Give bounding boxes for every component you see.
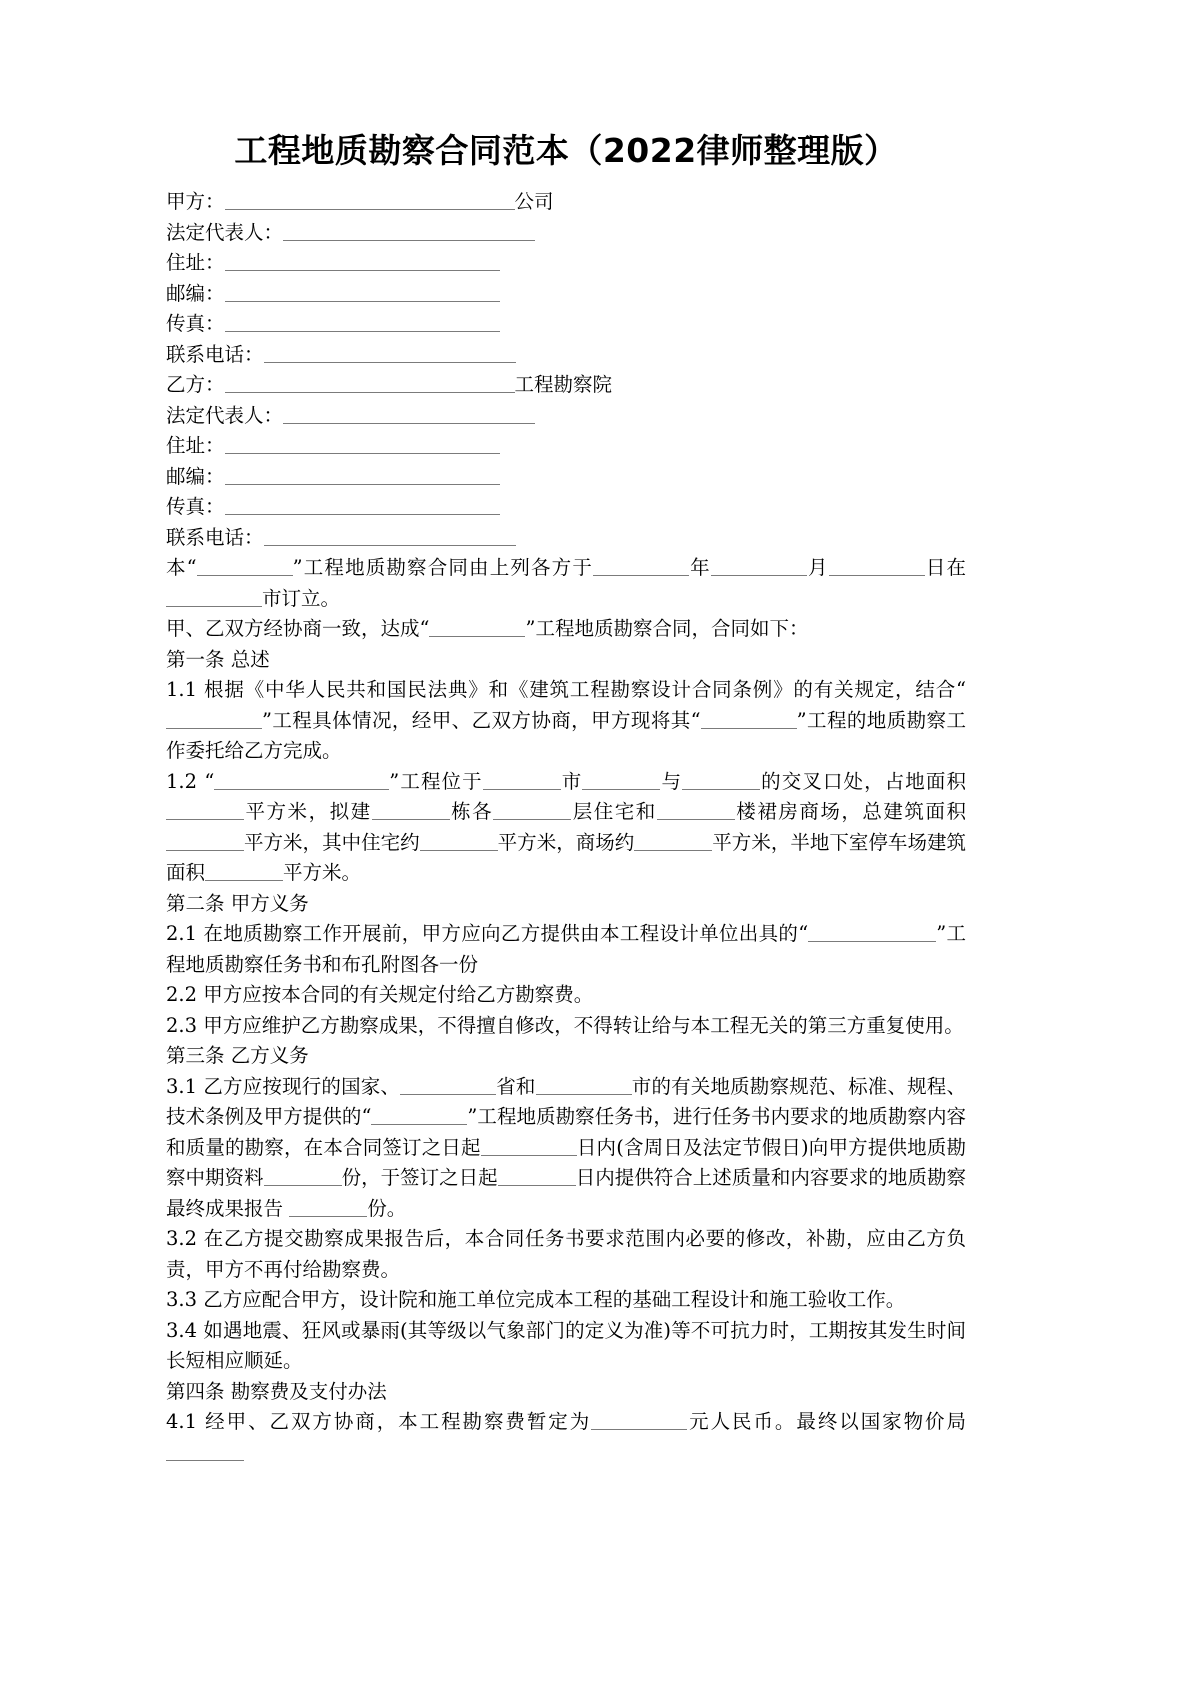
clause-1-2-text-6: 平方米，拟建 [244, 800, 372, 824]
preamble-text-1: 本“ [166, 556, 197, 580]
preamble-month-label: 月 [806, 556, 829, 580]
party-a-fax-line [166, 309, 966, 340]
clause-1-1-blank-2[interactable] [701, 708, 797, 729]
clause-1-2-blank-street-1[interactable] [582, 769, 660, 790]
party-b-suffix: 工程勘察院 [514, 373, 613, 397]
clause-1-2-blank-project[interactable] [214, 769, 389, 790]
clause-2-2-number: 2.2 [166, 983, 198, 1007]
clause-3-1-text-4: ”工程地质勘察任务书，进行任务书内要求的地质勘察内容和质量的勘察，在本合同签订之日起 [166, 1105, 966, 1159]
party-b-label: 乙方： [166, 373, 225, 397]
clause-3-1-text-8: 份。 [367, 1196, 407, 1220]
preamble-text-3: 市订立。 [262, 586, 341, 610]
party-b-name-blank[interactable] [225, 372, 515, 393]
clause-4-1-text-2: 元人民币。最终以国家物价局 [687, 1410, 966, 1434]
party-b-phone-label: 联系电话： [166, 525, 264, 549]
preamble-establishment [166, 553, 966, 614]
preamble-year-blank[interactable] [593, 555, 689, 576]
party-b-postcode-line [166, 462, 966, 493]
clause-1-2-text-7: 栋各 [449, 800, 494, 824]
clause-1-2-blank-street-2[interactable] [682, 769, 760, 790]
clause-3-1 [166, 1072, 966, 1225]
party-a-address-label: 住址： [166, 251, 225, 275]
clause-2-1-text-2: ”工程地质勘察任务书和布孔附图各一份 [166, 922, 966, 976]
clause-3-1-number: 3.1 [166, 1074, 198, 1098]
clause-1-2-blank-city[interactable] [483, 769, 561, 790]
clause-3-1-text-6: 份，于签订之日起 [341, 1166, 498, 1190]
clause-3-2 [166, 1224, 966, 1285]
section-heading-4: 第四条 勘察费及支付办法 [166, 1379, 387, 1403]
party-b-address-line [166, 431, 966, 462]
party-a-phone-blank[interactable] [264, 342, 516, 363]
clause-1-2-blank-floors[interactable] [493, 799, 571, 820]
clause-1-2-blank-parking[interactable] [205, 860, 283, 881]
party-a-name-blank[interactable] [225, 189, 515, 210]
clause-2-3-number: 2.3 [166, 1013, 198, 1037]
clause-1-2-blank-podium[interactable] [657, 799, 735, 820]
clause-4-1-number: 4.1 [166, 1410, 198, 1434]
clause-1-2-text-3: 市 [560, 769, 583, 793]
clause-1-1-text-3: ”工程的地质勘察工作委托给乙方完成。 [166, 708, 966, 763]
preamble-agreement-text-2: ”工程地质勘察合同，合同如下： [525, 617, 809, 641]
clause-2-1-text-1: 在地质勘察工作开展前，甲方应向乙方提供由本工程设计单位出具的“ [203, 922, 809, 946]
section-heading-3: 第三条 乙方义务 [166, 1044, 309, 1068]
section-heading-2: 第二条 甲方义务 [166, 891, 309, 915]
party-b-phone-line [166, 523, 966, 554]
clause-1-2-text-1: “ [204, 769, 215, 793]
party-a-legal-rep-blank[interactable] [283, 220, 535, 241]
clause-1-2-blank-buildings[interactable] [372, 799, 450, 820]
party-a-block [166, 187, 966, 370]
party-b-postcode-blank[interactable] [225, 464, 500, 485]
preamble-project-blank[interactable] [197, 555, 293, 576]
preamble-agreement-text-1: 甲、乙双方经协商一致，达成“ [166, 617, 430, 641]
clause-1-2-text-5: 的交叉口处，占地面积 [760, 769, 966, 793]
clause-1-1-blank-1[interactable] [166, 708, 262, 729]
party-b-fax-label: 传真： [166, 495, 225, 519]
clause-3-3 [166, 1285, 966, 1316]
clause-3-3-text: 乙方应配合甲方，设计院和施工单位完成本工程的基础工程设计和施工验收工作。 [203, 1288, 906, 1312]
clause-3-1-blank-copies-2[interactable] [289, 1196, 367, 1217]
clause-2-1-blank[interactable] [808, 921, 936, 942]
clause-1-2-number: 1.2 [166, 769, 198, 793]
preamble-text-2: ”工程地质勘察合同由上列各方于 [292, 556, 593, 580]
party-a-fax-blank[interactable] [225, 311, 500, 332]
clause-1-2-blank-residential[interactable] [420, 830, 498, 851]
party-a-label: 甲方： [166, 190, 225, 214]
clause-3-1-text-2: 省和 [496, 1074, 536, 1098]
clause-4-1 [166, 1407, 966, 1468]
party-a-suffix: 公司 [514, 190, 554, 214]
clause-1-2-text-2: ”工程位于 [389, 769, 483, 793]
clause-3-2-number: 3.2 [166, 1227, 198, 1251]
clause-3-4-number: 3.4 [166, 1318, 198, 1342]
party-a-address-blank[interactable] [225, 250, 500, 271]
clause-1-2-blank-mall[interactable] [634, 830, 712, 851]
party-a-postcode-label: 邮编： [166, 281, 225, 305]
clause-1-1-text-1: 根据《中华人民共和国民法典》和《建筑工程勘察设计合同条例》的有关规定，结合“ [204, 678, 966, 702]
document-body [166, 130, 966, 1468]
party-b-phone-blank[interactable] [264, 525, 516, 546]
clause-3-1-blank-city[interactable] [536, 1074, 632, 1095]
party-b-fax-blank[interactable] [225, 494, 500, 515]
clause-3-2-text: 在乙方提交勘察成果报告后，本合同任务书要求范围内必要的修改，补勘，应由乙方负责，甲方不再付给勘察费。 [166, 1227, 966, 1281]
clause-1-2-text-4: 与 [660, 769, 683, 793]
party-a-postcode-line [166, 279, 966, 310]
clause-1-1-text-2: ”工程具体情况，经甲、乙双方协商，甲方现将其“ [262, 708, 701, 732]
clause-3-1-text-3: 市的有关地质勘察规范、标准、规程、技术条例及甲方提供的“ [166, 1074, 966, 1129]
section-heading-1: 第一条 总述 [166, 647, 270, 671]
clause-3-1-text-1: 乙方应按现行的国家、 [203, 1074, 401, 1098]
clause-3-4 [166, 1316, 966, 1377]
party-b-legal-rep-label: 法定代表人： [166, 403, 284, 427]
clause-2-2-text: 甲方应按本合同的有关规定付给乙方勘察费。 [203, 983, 594, 1007]
clause-2-3-text: 甲方应维护乙方勘察成果，不得擅自修改，不得转让给与本工程无关的第三方重复使用。 [203, 1013, 964, 1037]
clause-2-1 [166, 919, 966, 980]
clause-3-1-blank-days-1[interactable] [481, 1135, 577, 1156]
clause-4-1-text-1: 经甲、乙双方协商，本工程勘察费暂定为 [205, 1410, 592, 1434]
party-b-name-line [166, 370, 966, 401]
party-a-name-line [166, 187, 966, 218]
party-b-block [166, 370, 966, 553]
party-b-address-label: 住址： [166, 434, 225, 458]
clause-3-1-text-5: 日内(含周日及法定节假日)向甲方提供地质勘察中期资料 [166, 1135, 966, 1190]
party-b-postcode-label: 邮编： [166, 464, 225, 488]
party-a-phone-line [166, 340, 966, 371]
party-b-legal-rep-blank[interactable] [283, 403, 535, 424]
clause-3-3-number: 3.3 [166, 1288, 198, 1312]
clause-3-1-blank-project[interactable] [371, 1104, 467, 1125]
preamble-city-blank[interactable] [166, 586, 262, 607]
preamble-day-label: 日在 [924, 556, 966, 580]
preamble-day-blank[interactable] [829, 555, 925, 576]
clause-3-1-blank-days-2[interactable] [498, 1165, 576, 1186]
clause-1-2-blank-total-area[interactable] [166, 830, 244, 851]
party-a-phone-label: 联系电话： [166, 342, 264, 366]
preamble-month-blank[interactable] [711, 555, 807, 576]
clause-1-2-text-9: 楼裙房商场，总建筑面积 [734, 800, 966, 824]
party-b-fax-line [166, 492, 966, 523]
clause-1-2-text-13: 平方米。 [283, 861, 362, 885]
clause-1-2-text-8: 层住宅和 [571, 800, 657, 824]
party-a-legal-rep-line [166, 218, 966, 249]
clause-4-1-blank-fee[interactable] [591, 1409, 687, 1430]
clause-1-2-text-12: 平方米，半地下室停车场建筑面积 [166, 830, 966, 885]
preamble-agreement-blank[interactable] [429, 616, 525, 637]
clause-1-2 [166, 767, 966, 889]
party-b-legal-rep-line [166, 401, 966, 432]
party-a-address-line [166, 248, 966, 279]
party-a-legal-rep-label: 法定代表人： [166, 220, 284, 244]
clause-1-2-text-10: 平方米，其中住宅约 [244, 830, 420, 854]
clause-1-1-number: 1.1 [166, 678, 198, 702]
clause-2-2 [166, 980, 966, 1011]
preamble-year-label: 年 [689, 556, 711, 580]
clause-3-1-text-7: 日内提供符合上述质量和内容要求的地质勘察最终成果报告 [166, 1166, 966, 1220]
page-title: 工程地质勘察合同范本（2022律师整理版） [234, 131, 898, 170]
clause-1-1 [166, 675, 966, 767]
clause-3-4-text: 如遇地震、狂风或暴雨(其等级以气象部门的定义为准)等不可抗力时，工期按其发生时间长短相应顺延。 [166, 1318, 967, 1373]
clause-3-1-blank-copies-1[interactable] [264, 1165, 342, 1186]
clause-2-1-number: 2.1 [166, 922, 198, 946]
clause-3-1-blank-province[interactable] [400, 1074, 496, 1095]
party-a-fax-label: 传真： [166, 312, 225, 336]
party-a-postcode-blank[interactable] [225, 281, 500, 302]
clause-1-2-text-11: 平方米，商场约 [497, 830, 635, 854]
clause-2-3 [166, 1011, 966, 1042]
preamble-agreement [166, 614, 966, 645]
clause-4-1-blank-trailing[interactable] [166, 1440, 244, 1461]
clause-1-2-blank-area[interactable] [166, 799, 244, 820]
party-b-address-blank[interactable] [225, 433, 500, 454]
